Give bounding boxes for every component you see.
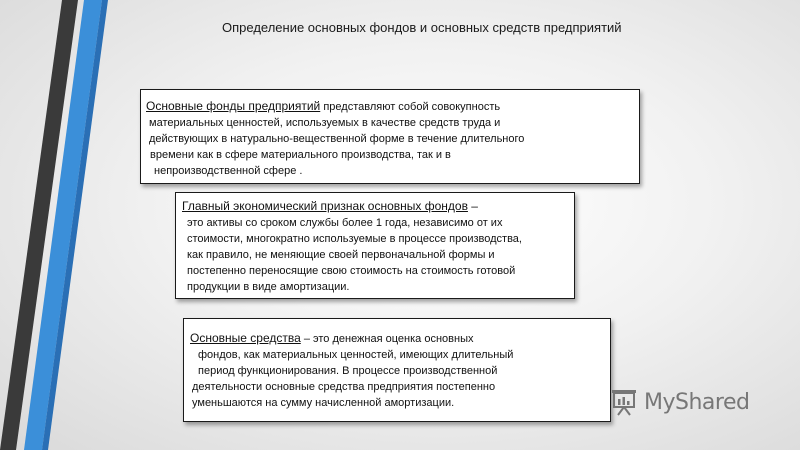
definition-box-fixed-assets [140,89,640,184]
presentation-board-icon [610,388,638,416]
definition-text: деятельности основные средства предприятия постепенно [192,381,496,393]
definition-text: уменьшаются на сумму начисленной амортизации. [192,397,455,409]
decorative-stripes [0,0,120,450]
watermark-text: MyShared [644,389,750,415]
slide-title: Определение основных фондов и основных средств предприятий [222,20,622,35]
term-dash: – [467,199,478,213]
definition-text: стоимости, многократно используемые в процессе производства, [187,233,522,245]
definition-text: – это денежная оценка основных [300,333,474,345]
term-fixed-assets: Основные фонды предприятий [146,99,321,113]
definition-text: это активы со сроком службы более 1 года, независимо от их [187,217,503,229]
definition-text: период функционирования. В процессе производственной [198,365,498,377]
definition-text: как правило, не меняющие своей первоначальной формы и [187,249,495,261]
definition-text: продукции в виде амортизации. [187,281,350,293]
definition-text: постепенно переносящие свою стоимость на стоимость готовой [187,265,516,277]
definition-text: времени как в сфере материального производства, так и в [150,149,451,161]
term-fixed-capital: Основные средства [190,331,301,345]
definition-box-fixed-capital [183,318,611,422]
definition-text: представляют собой совокупность [320,101,501,113]
definition-text: фондов, как материальных ценностей, имеющих длительный [198,349,514,361]
definition-text: действующих в натурально-вещественной форме в течение длительного [149,133,525,145]
term-main-feature: Главный экономический признак основных фондов [182,199,468,213]
definition-text: материальных ценностей, используемых в качестве средств труда и [149,117,501,129]
definition-box-main-feature [175,192,575,299]
definition-text: непроизводственной сфере . [154,165,303,177]
watermark [610,388,749,416]
